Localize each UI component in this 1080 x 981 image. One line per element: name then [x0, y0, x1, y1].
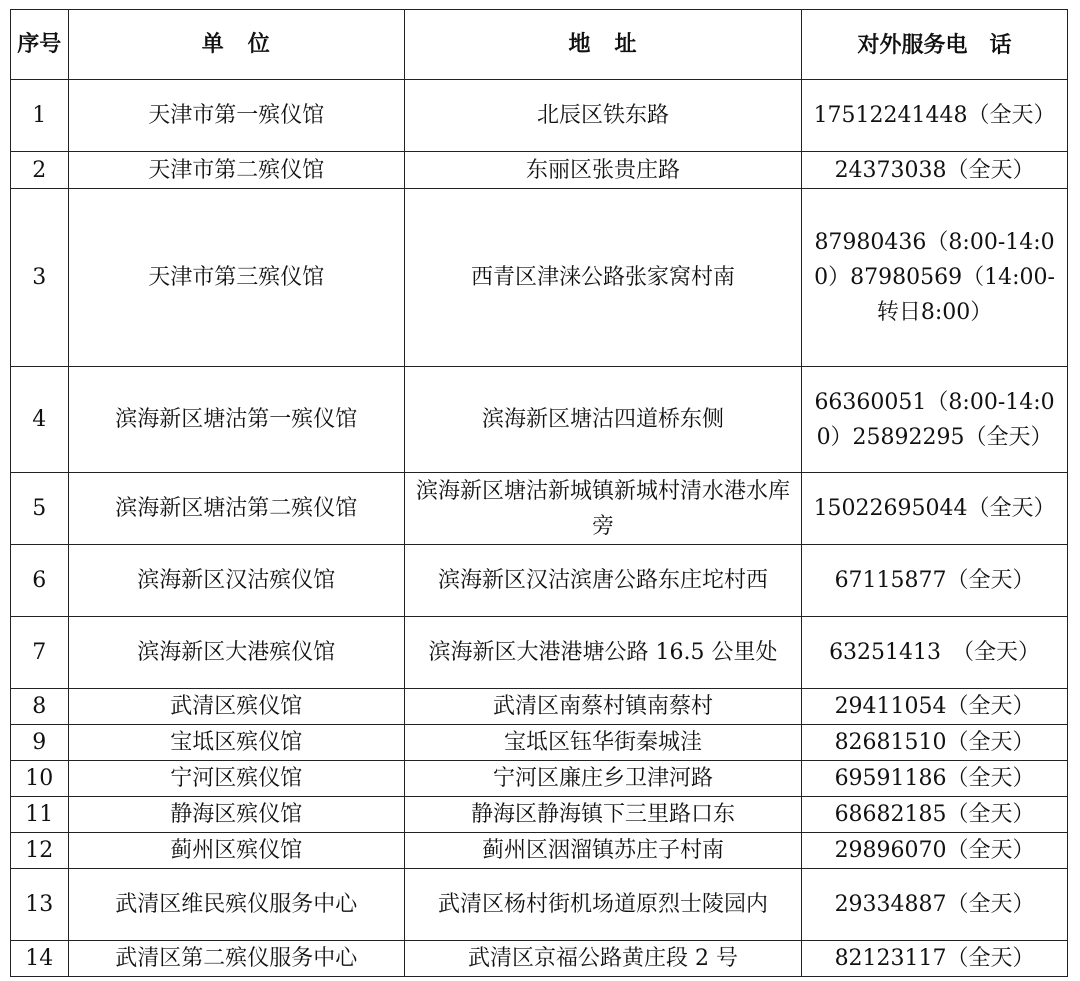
table-row — [11, 725, 1068, 761]
table-header-row — [11, 10, 1068, 80]
row-no: 2 — [11, 152, 69, 189]
row-unit: 天津市第三殡仪馆 — [68, 189, 404, 367]
row-address: 滨海新区大港港塘公路 16.5 公里处 — [404, 617, 801, 689]
row-no: 8 — [11, 689, 69, 725]
row-no: 1 — [11, 80, 69, 152]
row-unit: 宁河区殡仪馆 — [68, 761, 404, 797]
row-address: 武清区南蔡村镇南蔡村 — [404, 689, 801, 725]
row-phone: 87980436（8:00-14:00）87980569（14:00-转日8:00） — [802, 189, 1068, 367]
row-unit: 宝坻区殡仪馆 — [68, 725, 404, 761]
row-unit: 武清区殡仪馆 — [68, 689, 404, 725]
row-no: 3 — [11, 189, 69, 367]
row-unit: 武清区维民殡仪服务中心 — [68, 869, 404, 941]
funeral-home-table — [10, 9, 1068, 977]
row-phone: 24373038（全天） — [802, 152, 1068, 189]
row-address: 宝坻区钰华街秦城洼 — [404, 725, 801, 761]
table-row — [11, 473, 1068, 545]
header-phone: 对外服务电 话 — [802, 10, 1068, 80]
row-unit: 天津市第二殡仪馆 — [68, 152, 404, 189]
row-phone: 17512241448（全天） — [802, 80, 1068, 152]
row-address: 东丽区张贵庄路 — [404, 152, 801, 189]
row-phone: 82123117（全天） — [802, 941, 1068, 977]
table-row — [11, 869, 1068, 941]
row-unit: 天津市第一殡仪馆 — [68, 80, 404, 152]
row-no: 14 — [11, 941, 69, 977]
row-no: 10 — [11, 761, 69, 797]
table-row — [11, 152, 1068, 189]
row-phone: 67115877（全天） — [802, 545, 1068, 617]
row-phone: 15022695044（全天） — [802, 473, 1068, 545]
row-address: 西青区津涞公路张家窝村南 — [404, 189, 801, 367]
row-phone: 63251413 （全天） — [802, 617, 1068, 689]
row-unit: 滨海新区大港殡仪馆 — [68, 617, 404, 689]
row-address: 宁河区廉庄乡卫津河路 — [404, 761, 801, 797]
row-phone: 66360051（8:00-14:00）25892295（全天） — [802, 367, 1068, 473]
row-unit: 武清区第二殡仪服务中心 — [68, 941, 404, 977]
row-unit: 滨海新区塘沽第一殡仪馆 — [68, 367, 404, 473]
table-row — [11, 617, 1068, 689]
row-unit: 蓟州区殡仪馆 — [68, 833, 404, 869]
table-row — [11, 545, 1068, 617]
table-row — [11, 367, 1068, 473]
row-phone: 29411054（全天） — [802, 689, 1068, 725]
table-row — [11, 689, 1068, 725]
table-row — [11, 80, 1068, 152]
row-address: 武清区京福公路黄庄段 2 号 — [404, 941, 801, 977]
table-row — [11, 941, 1068, 977]
header-address: 地 址 — [404, 10, 801, 80]
row-no: 5 — [11, 473, 69, 545]
row-no: 4 — [11, 367, 69, 473]
row-phone: 68682185（全天） — [802, 797, 1068, 833]
table-row — [11, 189, 1068, 367]
row-address: 武清区杨村街机场道原烈士陵园内 — [404, 869, 801, 941]
row-address: 静海区静海镇下三里路口东 — [404, 797, 801, 833]
header-unit: 单 位 — [68, 10, 404, 80]
table-row — [11, 833, 1068, 869]
table-row — [11, 797, 1068, 833]
row-phone: 69591186（全天） — [802, 761, 1068, 797]
table-row — [11, 761, 1068, 797]
row-phone: 29334887（全天） — [802, 869, 1068, 941]
row-phone: 29896070（全天） — [802, 833, 1068, 869]
row-no: 7 — [11, 617, 69, 689]
row-unit: 滨海新区塘沽第二殡仪馆 — [68, 473, 404, 545]
row-unit: 滨海新区汉沽殡仪馆 — [68, 545, 404, 617]
row-no: 9 — [11, 725, 69, 761]
row-address: 北辰区铁东路 — [404, 80, 801, 152]
row-no: 11 — [11, 797, 69, 833]
header-no: 序号 — [11, 10, 69, 80]
row-phone: 82681510（全天） — [802, 725, 1068, 761]
row-address: 滨海新区汉沽滨唐公路东庄坨村西 — [404, 545, 801, 617]
row-address: 滨海新区塘沽新城镇新城村清水港水库旁 — [404, 473, 801, 545]
row-no: 13 — [11, 869, 69, 941]
row-address: 滨海新区塘沽四道桥东侧 — [404, 367, 801, 473]
row-unit: 静海区殡仪馆 — [68, 797, 404, 833]
row-address: 蓟州区洇溜镇苏庄子村南 — [404, 833, 801, 869]
row-no: 12 — [11, 833, 69, 869]
row-no: 6 — [11, 545, 69, 617]
